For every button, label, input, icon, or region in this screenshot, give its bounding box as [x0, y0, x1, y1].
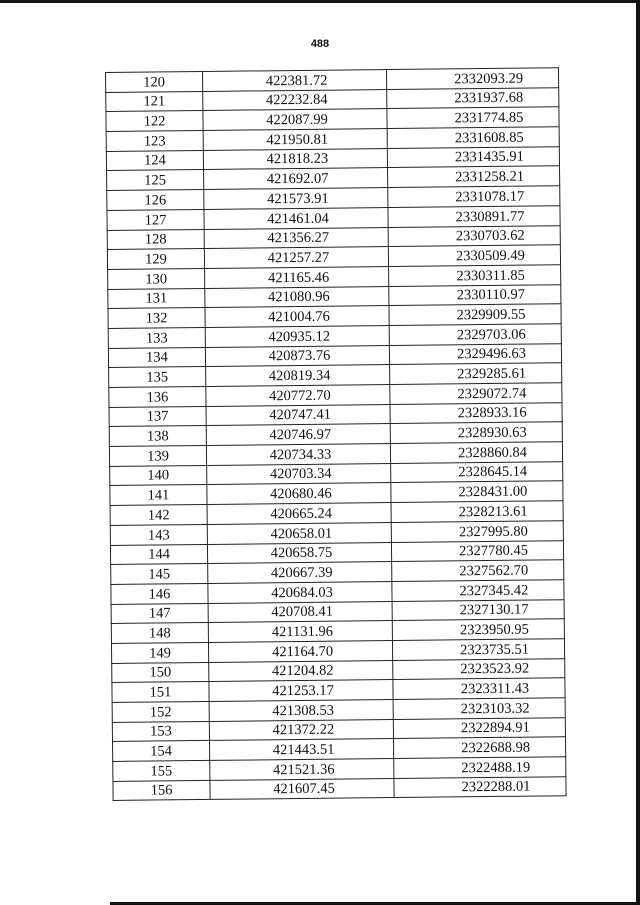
- x-coordinate-cell-value: 420873.76: [268, 347, 331, 365]
- x-coordinate-cell: [205, 325, 389, 347]
- coordinate-table-container: [105, 67, 563, 801]
- y-coordinate-cell-value: 2327995.80: [458, 523, 528, 540]
- x-coordinate-cell: [210, 778, 394, 800]
- y-coordinate-cell-value: 2322894.91: [460, 719, 530, 737]
- point-id-cell-value: 124: [143, 152, 166, 170]
- y-coordinate-cell-value: 2329909.55: [456, 306, 526, 324]
- y-coordinate-cell-value: 2323950.95: [459, 621, 529, 639]
- x-coordinate-cell-value: 421164.70: [271, 643, 334, 660]
- y-coordinate-cell-value: 2322288.01: [461, 779, 531, 796]
- y-coordinate-cell-value: 2322688.98: [461, 739, 531, 757]
- point-id-cell: [113, 741, 210, 762]
- x-coordinate-cell-value: 420935.12: [268, 328, 331, 345]
- y-coordinate-cell: [391, 501, 563, 522]
- x-coordinate-cell: [203, 89, 387, 111]
- x-coordinate-cell-value: 421372.22: [272, 722, 335, 739]
- point-id-cell-value: 125: [144, 172, 167, 189]
- point-id-cell-value: 150: [149, 664, 172, 681]
- x-coordinate-cell-value: 421253.17: [272, 682, 334, 700]
- y-coordinate-cell: [391, 481, 563, 502]
- x-coordinate-cell-value: 420708.41: [271, 603, 334, 621]
- y-coordinate-cell-value: 2328213.61: [458, 503, 528, 521]
- x-coordinate-cell-value: 422087.99: [266, 111, 328, 129]
- y-coordinate-cell: [390, 383, 562, 404]
- point-id-cell-value: 127: [144, 211, 167, 229]
- x-coordinate-cell-value: 420680.46: [270, 485, 332, 503]
- y-coordinate-cell: [393, 658, 565, 679]
- x-coordinate-cell-value: 422381.72: [265, 72, 328, 90]
- x-coordinate-cell-value: 420684.03: [271, 584, 333, 601]
- y-coordinate-cell: [389, 284, 561, 305]
- y-coordinate-cell-value: 2323103.32: [460, 700, 530, 717]
- point-id-cell-value: 126: [144, 192, 167, 209]
- y-coordinate-cell: [390, 402, 562, 423]
- point-id-cell: [107, 170, 204, 191]
- point-id-cell-value: 154: [150, 743, 173, 760]
- y-coordinate-cell: [388, 186, 560, 207]
- point-id-cell-value: 156: [150, 782, 173, 799]
- x-coordinate-cell-value: 421573.91: [266, 190, 329, 208]
- point-id-cell-value: 130: [145, 270, 168, 288]
- x-coordinate-cell-value: 420703.34: [269, 466, 332, 483]
- x-coordinate-cell-value: 421004.76: [268, 308, 330, 326]
- table-row: [113, 776, 566, 800]
- point-id-cell: [110, 524, 207, 545]
- x-coordinate-cell-value: 421308.53: [272, 702, 335, 719]
- point-id-cell-value: 138: [146, 428, 169, 445]
- x-coordinate-cell: [204, 227, 388, 249]
- y-coordinate-cell: [394, 757, 566, 778]
- y-coordinate-cell-value: 2328645.14: [458, 464, 528, 481]
- point-id-cell-value: 141: [147, 487, 170, 504]
- x-coordinate-cell: [209, 680, 393, 702]
- point-id-cell: [106, 131, 203, 152]
- x-coordinate-cell: [203, 109, 387, 131]
- y-coordinate-cell-value: 2323311.43: [460, 680, 530, 698]
- x-coordinate-cell-value: 421356.27: [267, 229, 330, 247]
- point-id-cell-value: 134: [146, 349, 168, 366]
- x-coordinate-cell: [209, 700, 393, 722]
- x-coordinate-cell: [209, 719, 393, 741]
- point-id-cell-value: 135: [146, 369, 169, 386]
- x-coordinate-cell-value: 421607.45: [273, 781, 335, 798]
- x-coordinate-cell-value: 421165.46: [268, 269, 330, 286]
- x-coordinate-cell: [206, 424, 390, 446]
- x-coordinate-cell: [207, 522, 391, 544]
- point-id-cell: [106, 71, 203, 92]
- y-coordinate-cell-value: 2329072.74: [457, 385, 527, 403]
- point-id-cell-value: 132: [145, 310, 168, 327]
- x-coordinate-cell-value: 421818.23: [266, 151, 329, 168]
- y-coordinate-cell: [393, 678, 565, 699]
- x-coordinate-cell: [208, 562, 392, 584]
- scan-edge-top: [0, 0, 640, 3]
- y-coordinate-cell-value: 2331258.21: [455, 168, 525, 186]
- x-coordinate-cell: [209, 660, 393, 682]
- page-number: 488: [310, 38, 330, 50]
- x-coordinate-cell: [206, 444, 390, 466]
- y-coordinate-cell: [389, 324, 561, 345]
- y-coordinate-cell-value: 2331608.85: [454, 129, 524, 147]
- y-coordinate-cell-value: 2327780.45: [459, 542, 529, 560]
- y-coordinate-cell: [391, 521, 563, 542]
- point-id-cell-value: 122: [143, 113, 166, 130]
- point-id-cell-value: 129: [145, 251, 167, 268]
- y-coordinate-cell-value: 2332093.29: [454, 70, 524, 88]
- y-coordinate-cell: [390, 442, 562, 463]
- y-coordinate-cell-value: 2330110.97: [456, 286, 526, 304]
- point-id-cell-value: 136: [146, 389, 169, 406]
- point-id-cell-value: 147: [148, 605, 171, 622]
- x-coordinate-cell: [204, 188, 388, 210]
- y-coordinate-cell: [393, 717, 565, 738]
- x-coordinate-cell: [207, 542, 391, 564]
- point-id-cell-value: 140: [147, 467, 170, 485]
- x-coordinate-cell-value: 421950.81: [266, 131, 329, 149]
- y-coordinate-cell-value: 2331774.85: [454, 109, 524, 127]
- point-id-cell: [107, 190, 204, 211]
- y-coordinate-cell-value: 2323523.92: [460, 660, 530, 678]
- x-coordinate-cell-value: 421521.36: [272, 761, 335, 779]
- x-coordinate-cell-value: 421443.51: [272, 741, 335, 759]
- x-coordinate-cell-value: 420772.70: [269, 387, 331, 404]
- y-coordinate-cell: [389, 343, 561, 364]
- y-coordinate-cell-value: 2328930.63: [457, 424, 527, 442]
- y-coordinate-cell: [394, 776, 566, 797]
- point-id-cell-value: 128: [144, 231, 167, 248]
- y-coordinate-cell-value: 2331435.91: [454, 149, 524, 166]
- y-coordinate-cell-value: 2329496.63: [456, 345, 526, 363]
- y-coordinate-cell-value: 2323735.51: [460, 641, 530, 658]
- point-id-cell: [109, 386, 206, 407]
- x-coordinate-cell: [206, 404, 390, 426]
- point-id-cell-value: 121: [143, 93, 166, 110]
- y-coordinate-cell: [389, 304, 561, 325]
- x-coordinate-cell: [210, 759, 394, 781]
- x-coordinate-cell: [207, 463, 391, 485]
- x-coordinate-cell-value: 421461.04: [267, 210, 329, 227]
- point-id-cell-value: 152: [149, 704, 172, 721]
- point-id-cell: [108, 288, 205, 309]
- y-coordinate-cell: [392, 599, 564, 620]
- point-id-cell: [109, 446, 206, 467]
- point-id-cell-value: 148: [148, 625, 171, 642]
- point-id-cell-value: 142: [147, 507, 170, 524]
- y-coordinate-cell-value: 2329703.06: [456, 326, 526, 343]
- y-coordinate-cell: [388, 245, 560, 266]
- x-coordinate-cell-value: 420734.33: [269, 446, 332, 464]
- point-id-cell-value: 131: [145, 290, 168, 307]
- y-coordinate-cell: [392, 619, 564, 640]
- y-coordinate-cell: [390, 363, 562, 384]
- point-id-cell: [112, 721, 209, 742]
- point-id-cell-value: 143: [147, 526, 170, 544]
- point-id-cell: [112, 662, 209, 683]
- y-coordinate-cell: [390, 422, 562, 443]
- y-coordinate-cell-value: 2330703.62: [455, 227, 525, 245]
- point-id-cell: [110, 544, 207, 565]
- x-coordinate-cell-value: 420667.39: [270, 564, 333, 582]
- point-id-cell-value: 133: [145, 329, 168, 347]
- y-coordinate-cell-value: 2331937.68: [454, 89, 524, 107]
- x-coordinate-cell: [203, 129, 387, 151]
- y-coordinate-cell-value: 2327562.70: [459, 562, 529, 580]
- y-coordinate-cell: [388, 206, 560, 227]
- scan-edge-right: [636, 0, 640, 905]
- x-coordinate-cell-value: 420665.24: [270, 505, 333, 523]
- y-coordinate-cell: [387, 146, 559, 167]
- coordinate-table-body: [106, 68, 567, 801]
- y-coordinate-cell: [392, 639, 564, 660]
- point-id-cell: [108, 268, 205, 289]
- y-coordinate-cell: [393, 737, 565, 758]
- point-id-cell: [112, 701, 209, 722]
- x-coordinate-cell: [205, 286, 389, 308]
- point-id-cell-value: 137: [146, 408, 169, 425]
- x-coordinate-cell: [207, 503, 391, 525]
- x-coordinate-cell: [208, 621, 392, 643]
- point-id-cell: [112, 682, 209, 703]
- point-id-cell: [107, 249, 204, 270]
- point-id-cell: [111, 564, 208, 585]
- x-coordinate-cell-value: 420658.01: [270, 525, 333, 542]
- x-coordinate-cell: [204, 168, 388, 190]
- point-id-cell: [110, 505, 207, 526]
- y-coordinate-cell: [392, 560, 564, 581]
- y-coordinate-cell: [391, 461, 563, 482]
- point-id-cell: [109, 406, 206, 427]
- y-coordinate-cell-value: 2327130.17: [459, 601, 529, 619]
- y-coordinate-cell: [387, 127, 559, 148]
- point-id-cell-value: 120: [143, 74, 166, 91]
- x-coordinate-cell: [206, 365, 390, 387]
- point-id-cell: [106, 111, 203, 132]
- point-id-cell-value: 151: [149, 684, 172, 701]
- x-coordinate-cell-value: 420746.97: [269, 426, 332, 444]
- y-coordinate-cell-value: 2328431.00: [458, 483, 528, 501]
- x-coordinate-cell: [205, 345, 389, 367]
- y-coordinate-cell-value: 2329285.61: [457, 365, 527, 383]
- x-coordinate-cell: [205, 266, 389, 288]
- x-coordinate-cell-value: 422232.84: [265, 92, 328, 109]
- point-id-cell-value: 153: [149, 723, 172, 740]
- point-id-cell-value: 145: [148, 566, 171, 583]
- x-coordinate-cell: [204, 207, 388, 229]
- y-coordinate-cell-value: 2328933.16: [457, 404, 527, 422]
- point-id-cell: [108, 327, 205, 348]
- y-coordinate-cell-value: 2328860.84: [457, 444, 528, 462]
- x-coordinate-cell: [208, 601, 392, 623]
- point-id-cell: [111, 603, 208, 624]
- y-coordinate-cell-value: 2330891.77: [455, 208, 525, 225]
- y-coordinate-cell: [391, 540, 563, 561]
- x-coordinate-cell-value: 421257.27: [267, 249, 330, 267]
- x-coordinate-cell-value: 420658.75: [270, 544, 333, 562]
- point-id-cell-value: 155: [150, 763, 173, 780]
- y-coordinate-cell-value: 2330509.49: [455, 247, 525, 265]
- x-coordinate-cell: [208, 581, 392, 603]
- y-coordinate-cell-value: 2330311.85: [456, 267, 525, 284]
- point-id-cell-value: 139: [147, 448, 169, 465]
- point-id-cell: [106, 91, 203, 112]
- y-coordinate-cell-value: 2331078.17: [455, 188, 525, 206]
- y-coordinate-cell: [386, 68, 558, 89]
- point-id-cell: [111, 623, 208, 644]
- y-coordinate-cell-value: 2322488.19: [461, 759, 531, 777]
- x-coordinate-cell-value: 421692.07: [266, 170, 329, 188]
- y-coordinate-cell: [387, 87, 559, 108]
- y-coordinate-cell-value: 2327345.42: [459, 582, 529, 599]
- point-id-cell-value: 146: [148, 585, 171, 603]
- point-id-cell: [109, 426, 206, 447]
- x-coordinate-cell: [207, 483, 391, 505]
- point-id-cell: [107, 209, 204, 230]
- x-coordinate-cell: [208, 640, 392, 662]
- point-id-cell: [110, 465, 207, 486]
- point-id-cell: [111, 583, 208, 604]
- point-id-cell: [107, 229, 204, 250]
- x-coordinate-cell: [203, 148, 387, 170]
- x-coordinate-cell: [206, 385, 390, 407]
- x-coordinate-cell: [204, 247, 388, 269]
- x-coordinate-cell-value: 421080.96: [267, 288, 330, 306]
- point-id-cell-value: 123: [143, 133, 166, 150]
- point-id-cell: [106, 150, 203, 171]
- y-coordinate-cell: [389, 265, 561, 286]
- point-id-cell: [108, 347, 205, 368]
- y-coordinate-cell: [388, 166, 560, 187]
- point-id-cell-value: 149: [149, 644, 172, 662]
- x-coordinate-cell: [205, 306, 389, 328]
- y-coordinate-cell: [392, 580, 564, 601]
- point-id-cell-value: 144: [148, 546, 171, 563]
- x-coordinate-cell: [202, 70, 386, 92]
- point-id-cell: [113, 761, 210, 782]
- x-coordinate-cell: [210, 739, 394, 761]
- point-id-cell: [113, 780, 210, 801]
- x-coordinate-cell-value: 421131.96: [271, 623, 334, 641]
- point-id-cell: [111, 642, 208, 663]
- y-coordinate-cell: [387, 107, 559, 128]
- y-coordinate-cell: [388, 225, 560, 246]
- point-id-cell: [109, 367, 206, 388]
- x-coordinate-cell-value: 421204.82: [271, 662, 334, 680]
- x-coordinate-cell-value: 420747.41: [269, 407, 332, 424]
- y-coordinate-cell: [393, 698, 565, 719]
- point-id-cell: [108, 308, 205, 329]
- point-id-cell: [110, 485, 207, 506]
- x-coordinate-cell-value: 420819.34: [268, 367, 331, 385]
- coordinate-table: [105, 67, 567, 801]
